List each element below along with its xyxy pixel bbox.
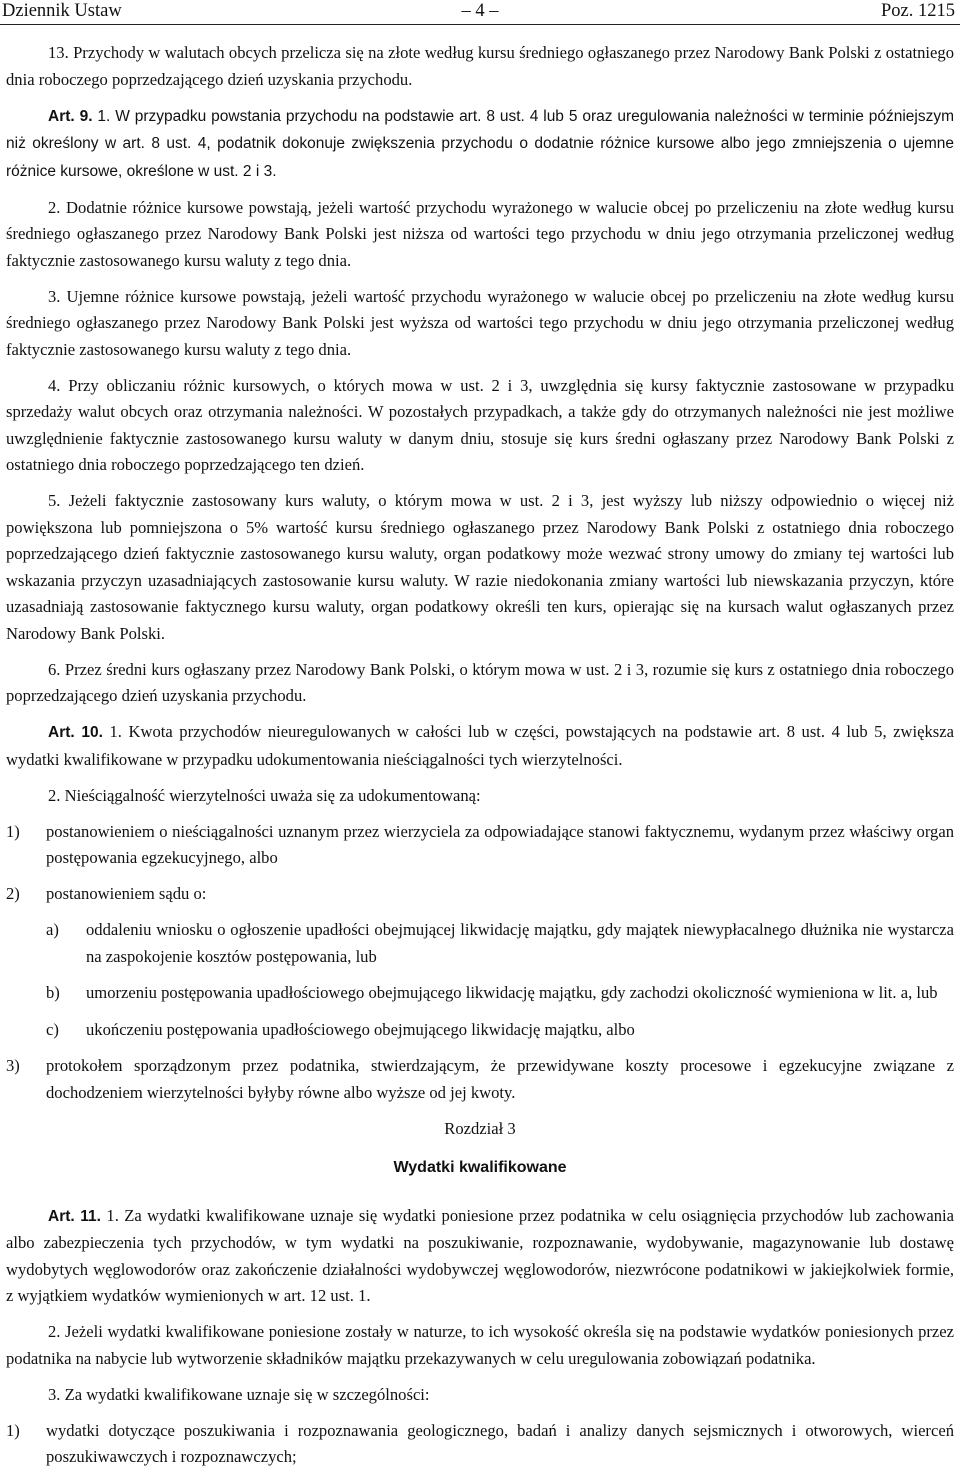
art-11-paragraph-1: [6, 1203, 954, 1310]
art-9-paragraph-4: 4. Przy obliczaniu różnic kursowych, o których mowa w ust. 2 i 3, uwzględnia się kursy faktycznie zastosowane w przypadku sprzedaży walut obcych oraz otrzymania należności. W pozostałych przypadkach, a także gdy do otrzymanych należności nie jest możliwe uwzględnienie faktycznie zastosowanego kursu waluty w danym dniu, stosuje się kurs średni ogłaszany przez Narodowy Bank Polski z ostatniego dnia roboczego poprzedzającego ten dzień.: [6, 375, 954, 474]
sub-list-item-text: umorzeniu postępowania upadłościowego obejmującego likwidację majątku, gdy zachodzi okoliczność wymieniona w lit. a, lub: [86, 983, 938, 1002]
list-item: [6, 881, 954, 908]
document-body: [6, 40, 954, 1480]
sub-list-item-letter: c): [46, 1019, 59, 1039]
paragraph-13: 13. Przychody w walutach obcych przelicza się na złote według kursu średniego ogłaszanego przez Narodowy Bank Polski z ostatniego dnia roboczego poprzedzającego dzień uzyskania przychodu.: [6, 43, 954, 89]
paragraph-text: 1. Kwota przychodów nieuregulowanych w całości lub w części, powstających na podstawie art. 8 ust. 4 lub 5, zwiększa wydatki kwalifikowane w przypadku udokumentowania nieściągalności tych wierzytelności.: [6, 722, 954, 769]
list-item-number: 3): [6, 1056, 20, 1075]
list-item-text: postanowieniem o nieściągalności uznanym przez wierzyciela za odpowiadające stanowi faktycznemu, wydanym przez właściwy organ postępowania egzekucyjnego, albo: [46, 821, 954, 867]
page-header: [0, 0, 960, 25]
publication-title: Dziennik Ustaw: [2, 1, 122, 21]
list-item: [6, 819, 954, 872]
page-number: – 4 –: [461, 1, 499, 21]
art-11-paragraph-3: 3. Za wydatki kwalifikowane uznaje się w szczególności:: [48, 1384, 430, 1404]
art-9-paragraph-1: [6, 103, 954, 186]
paragraph-text: 1. Za wydatki kwalifikowane uznaje się wydatki poniesione przez podatnika w celu osiągnięcia przychodów lub zachowania albo zabezpieczenia tych przychodów, w tym wydatki na poszukiwanie, rozpoznawanie, wydobywanie, magazynowanie lub dostawę wydobytych węglowodorów oraz zakończenie działalności wydobywczej węglowodorów, niezwrócone podatnikowi w jakiejkolwiek formie, z wyjątkiem wydatków wymienionych w art. 12 ust. 1.: [6, 1205, 954, 1305]
art-9-paragraph-5: 5. Jeżeli faktycznie zastosowany kurs waluty, o którym mowa w ust. 2 i 3, jest wyższy lub niższy odpowiednio o więcej niż powiększona lub pomniejszona o 5% wartość kursu średniego ogłaszanego przez Narodowy Bank Polski z ostatniego dnia roboczego poprzedzającego dzień faktycznie zastosowanego kursu waluty, organ podatkowy może wezwać strony umowy do zmiany tej wartości lub wskazania przyczyn uzasadniających zastosowanie kursu waluty. W razie niedokonania zmiany wartości lub niewskazania przyczyn, które uzasadniają zastosowanie faktycznego kursu waluty, organ podatkowy określi ten kurs, opierając się na kursach walut ogłaszanych przez Narodowy Bank Polski.: [6, 491, 954, 643]
chapter-number: Rozdział 3: [444, 1118, 516, 1138]
list-item-text: postanowieniem sądu o:: [46, 884, 207, 903]
sub-list-item: [46, 1017, 954, 1044]
list-item-number: 2): [6, 884, 20, 903]
art-10-paragraph-1: [6, 719, 954, 773]
list-item-number: 1): [6, 1420, 20, 1440]
sub-list-item: [46, 980, 954, 1007]
paragraph-text: 1. W przypadku powstania przychodu na podstawie art. 8 ust. 4 lub 5 oraz uregulowania należności w terminie późniejszym niż określony w art. 8 ust. 4, podatnik dokonuje zwiększenia przychodu o dodatnie różnice kursowe albo jego zmniejszenia o ujemne różnice kursowe, określone w ust. 2 i 3.: [6, 107, 954, 180]
art-10-paragraph-2: 2. Nieściągalność wierzytelności uważa się za udokumentowaną:: [48, 785, 481, 805]
sub-list-item-text: ukończeniu postępowania upadłościowego obejmującego likwidację majątku, albo: [86, 1019, 635, 1039]
position-number: Poz. 1215: [881, 1, 955, 21]
list-item: [6, 1053, 954, 1106]
art-9-paragraph-2: 2. Dodatnie różnice kursowe powstają, jeżeli wartość przychodu wyrażonego w walucie obcej po przeliczeniu na złote według kursu średniego ogłaszanego przez Narodowy Bank Polski jest niższa od wartości tego przychodu w dniu jego otrzymania przeliczonej według faktycznie zastosowanego kursu waluty z tego dnia.: [6, 197, 954, 270]
article-label: Art. 9.: [48, 107, 93, 125]
sub-list-item: [46, 917, 954, 970]
sub-list-item-letter: a): [46, 920, 59, 939]
art-9-paragraph-3: 3. Ujemne różnice kursowe powstają, jeżeli wartość przychodu wyrażonego w walucie obcej po przeliczeniu na złote według kursu średniego ogłaszanego przez Narodowy Bank Polski jest wyższa od wartości tego przychodu w dniu jego otrzymania przeliczonej według faktycznie zastosowanego kursu waluty z tego dnia.: [6, 286, 954, 359]
list-item: [6, 1418, 954, 1471]
article-label: Art. 10.: [48, 724, 103, 741]
art-11-paragraph-2: 2. Jeżeli wydatki kwalifikowane poniesione zostały w naturze, to ich wysokość określa się na podstawie wydatków poniesionych przez podatnika na nabycie lub wytworzenie składników majątku przekazywanych w celu uregulowania zobowiązań podatnika.: [6, 1322, 954, 1368]
article-label: Art. 11.: [48, 1207, 101, 1225]
sub-list-item-letter: b): [46, 983, 60, 1002]
list-item-text: protokołem sporządzonym przez podatnika, stwierdzającym, że przewidywane koszty procesowe i egzekucyjne związane z dochodzeniem wierzytelności byłyby równe albo wyższe od jej kwoty.: [46, 1056, 954, 1102]
list-item-text: wydatki dotyczące poszukiwania i rozpoznawania geologicznego, badań i analizy danych sejsmicznych i otworowych, wierceń poszukiwawczych i rozpoznawczych;: [46, 1420, 954, 1466]
list-item-number: 1): [6, 821, 20, 841]
chapter-title: Wydatki kwalifikowane: [393, 1159, 567, 1176]
art-9-paragraph-6: 6. Przez średni kurs ogłaszany przez Narodowy Bank Polski, o którym mowa w ust. 2 i 3, rozumie się kurs z ostatniego dnia roboczego poprzedzającego dzień uzyskania przychodu.: [6, 659, 954, 705]
sub-list-item-text: oddaleniu wniosku o ogłoszenie upadłości obejmującej likwidację majątku, gdy majątek niewypłacalnego dłużnika nie wystarcza na zaspokojenie kosztów postępowania, lub: [86, 920, 954, 966]
